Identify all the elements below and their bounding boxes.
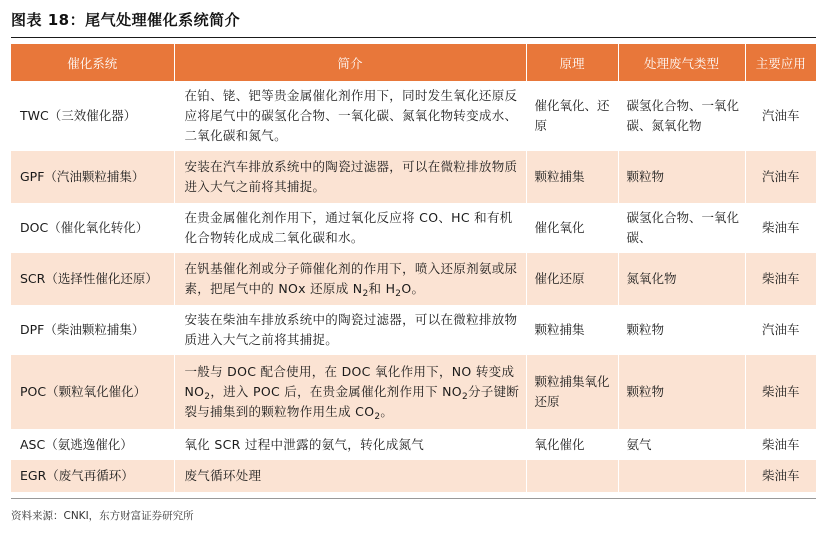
header-intro: 简介 xyxy=(174,44,526,81)
catalyst-table xyxy=(11,44,816,492)
application-cell: 柴油车 xyxy=(745,460,816,492)
table-row xyxy=(11,81,816,151)
gas-type-cell: 氮氧化物 xyxy=(618,253,745,305)
application-cell: 汽油车 xyxy=(745,305,816,355)
gas-type-cell: 颗粒物 xyxy=(618,151,745,203)
source-note: 资料来源：CNKI，东方财富证券研究所 xyxy=(11,510,194,522)
application-cell: 柴油车 xyxy=(745,203,816,253)
table-row xyxy=(11,305,816,355)
intro-cell: 在钒基催化剂或分子筛催化剂的作用下，喷入还原剂氨或尿素，把尾气中的 NOx 还原成 $N_2$和 $H_2O$。 xyxy=(174,253,526,305)
intro-cell: 一般与 DOC 配合使用，在 DOC 氧化作用下，NO 转变成 $NO_2$，进入 POC 后，在贵金属催化剂作用下 $NO_2$分子键断裂与捕集到的颗粒物作用生成 $CO_2$。 xyxy=(174,355,526,429)
application-cell: 柴油车 xyxy=(745,429,816,460)
application-cell: 汽油车 xyxy=(745,151,816,203)
table-row xyxy=(11,151,816,203)
gas-type-cell: 碳氢化合物、一氧化碳、 xyxy=(618,203,745,253)
intro-cell: 废气循环处理 xyxy=(174,460,526,492)
table-bottom-divider xyxy=(11,498,816,499)
principle-cell: 颗粒捕集 xyxy=(526,151,618,203)
system-cell: SCR（选择性催化还原） xyxy=(11,253,174,305)
application-cell: 汽油车 xyxy=(745,81,816,151)
principle-cell xyxy=(526,460,618,492)
principle-cell: 颗粒捕集 xyxy=(526,305,618,355)
system-cell: EGR（废气再循环） xyxy=(11,460,174,492)
principle-cell: 催化氧化、还原 xyxy=(526,81,618,151)
table-row xyxy=(11,253,816,305)
system-cell: ASC（氨逃逸催化） xyxy=(11,429,174,460)
gas-type-cell: 碳氢化合物、一氧化碳、氮氧化物 xyxy=(618,81,745,151)
system-cell: GPF（汽油颗粒捕集） xyxy=(11,151,174,203)
table-row xyxy=(11,203,816,253)
intro-cell: 安装在柴油车排放系统中的陶瓷过滤器，可以在微粒排放物质进入大气之前将其捕捉。 xyxy=(174,305,526,355)
intro-cell: 在贵金属催化剂作用下，通过氧化反应将 CO、HC 和有机化合物转化成成二氧化碳和水。 xyxy=(174,203,526,253)
system-cell: TWC（三效催化器） xyxy=(11,81,174,151)
figure-title: 图表 18：尾气处理催化系统简介 xyxy=(11,11,241,29)
system-cell: POC（颗粒氧化催化） xyxy=(11,355,174,429)
gas-type-cell: 颗粒物 xyxy=(618,355,745,429)
principle-cell: 催化氧化 xyxy=(526,203,618,253)
header-application: 主要应用 xyxy=(745,44,816,81)
header-principle: 原理 xyxy=(526,44,618,81)
table-header-row xyxy=(11,44,816,81)
system-cell: DOC（催化氧化转化） xyxy=(11,203,174,253)
title-divider xyxy=(11,37,816,38)
intro-cell: 在铂、铑、钯等贵金属催化剂作用下，同时发生氧化还原反应将尾气中的碳氢化合物、一氧化碳、氮氧化物转变成水、二氧化碳和氮气。 xyxy=(174,81,526,151)
system-cell: DPF（柴油颗粒捕集） xyxy=(11,305,174,355)
principle-cell: 催化还原 xyxy=(526,253,618,305)
application-cell: 柴油车 xyxy=(745,355,816,429)
table-row xyxy=(11,429,816,460)
application-cell: 柴油车 xyxy=(745,253,816,305)
header-system: 催化系统 xyxy=(11,44,174,81)
gas-type-cell xyxy=(618,460,745,492)
header-gas-type: 处理废气类型 xyxy=(618,44,745,81)
table-row xyxy=(11,355,816,429)
principle-cell: 氧化催化 xyxy=(526,429,618,460)
gas-type-cell: 颗粒物 xyxy=(618,305,745,355)
gas-type-cell: 氨气 xyxy=(618,429,745,460)
principle-cell: 颗粒捕集氧化还原 xyxy=(526,355,618,429)
table-row xyxy=(11,460,816,492)
intro-cell: 安装在汽车排放系统中的陶瓷过滤器，可以在微粒排放物质进入大气之前将其捕捉。 xyxy=(174,151,526,203)
intro-cell: 氧化 SCR 过程中泄露的氨气，转化成氮气 xyxy=(174,429,526,460)
